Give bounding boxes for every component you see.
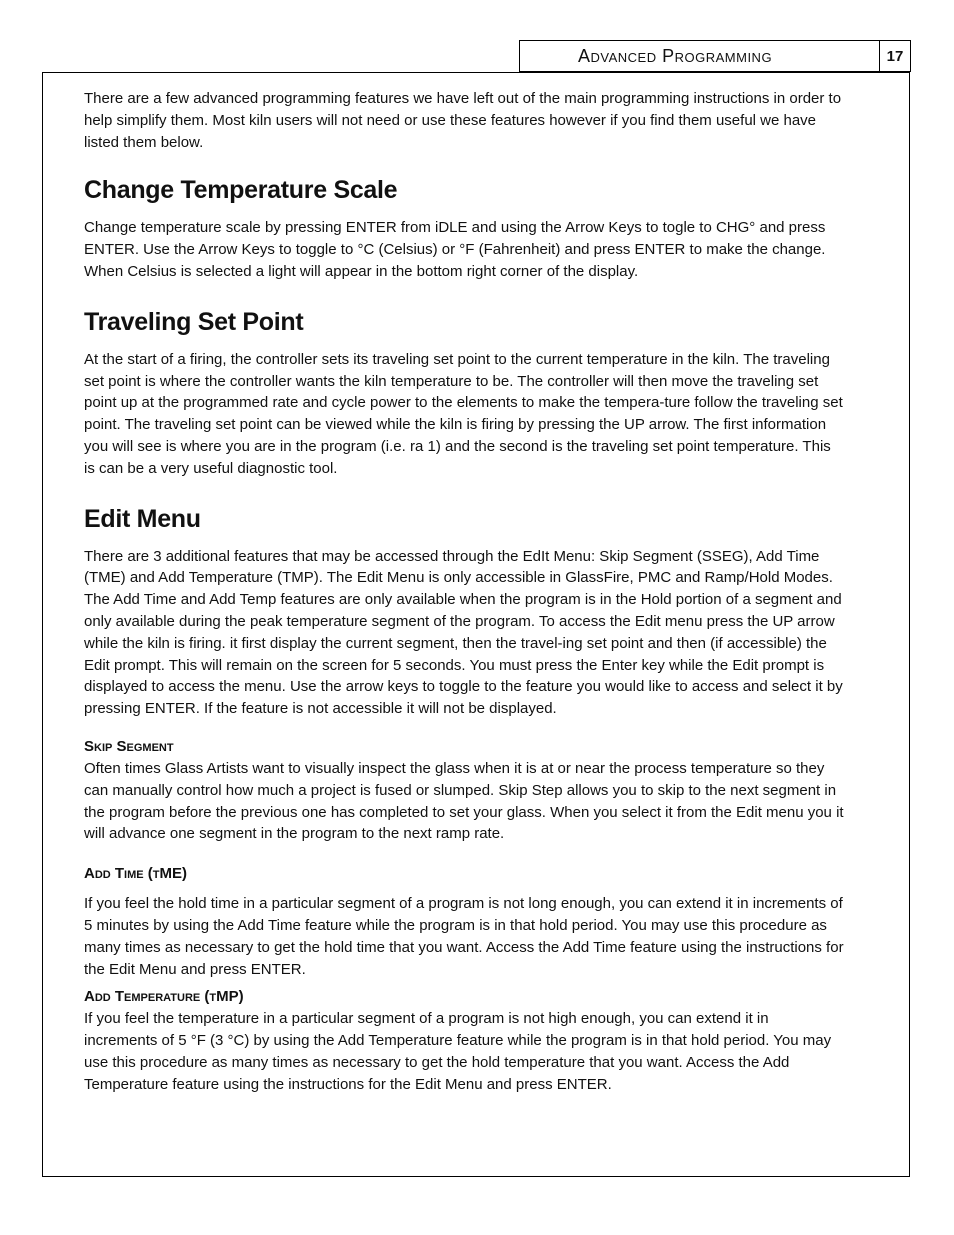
paragraph-add-temperature: If you feel the temperature in a particular segment of a program is not high enough, you can extend it in increments of 5 °F (3 °C) by using the Add Temperature feature while the program is in that hold period. You may use this procedure as many times as necessary to get the hold temperature that you want. Access the Add Temperature feature using the instructions for the Edit Menu and press ENTER. xyxy=(84,1010,832,1093)
subheading-skip-segment: Skip Segment xyxy=(84,737,174,755)
paragraph-traveling-set-point: At the start of a firing, the controller sets its traveling set point to the current temperature in the kiln. The traveling set point is where the controller wants the kiln temperature to be. The controller will then move the traveling set point up at the programmed rate and cycle power to the elements to make the tempera-ture follow the traveling set point. The traveling set point can be viewed while the kiln is firing by pressing the UP arrow. The first information you will see is where you are in the program (i.e. ra 1) and the second is the traveling set point temperature. This is can be a very useful diagnostic tool. xyxy=(84,350,843,477)
page-content xyxy=(84,88,844,1110)
subheading-add-time: Add Time (tME) xyxy=(84,865,187,883)
paragraph-skip-segment: Often times Glass Artists want to visually inspect the glass when it is at or near the process temperature so they can manually control how much a project is fused or slumped. Skip Step allows you to skip to the next segment in the program before the previous one has completed to set your glass. When you select it from the Edit menu you it will advance one segment in the program to the next ramp rate. xyxy=(84,759,844,843)
header-section-title xyxy=(519,40,880,72)
paragraph-add-time: If you feel the hold time in a particular segment of a program is not long enough, you can extend it in increments of 5 minutes by using the Add Time feature while the program is in that hold period. You may use this procedure as many times as necessary to get the hold time that you want. Access the Add Time feature using the instructions for the Edit Menu and press ENTER. xyxy=(84,895,844,978)
heading-change-temperature-scale: Change Temperature Scale xyxy=(84,176,398,205)
section-title-text: Advanced Programming xyxy=(578,46,773,66)
paragraph-edit-menu: There are 3 additional features that may be accessed through the EdIt Menu: Skip Segment (SSEG), Add Time (TME) and Add Temperature (TMP). The Edit Menu is only accessible in GlassFire, PMC and Ramp/Hold Modes. The Add Time and Add Temp features are only available when the program is in the Hold portion of a segment and only available during the peak temperature segment of the program. To access the Edit menu press the UP arrow while the kiln is firing. it first display the current segment, then the travel-ing set point and then (if accessible) the Edit prompt. This will remain on the screen for 5 seconds. You must press the Enter key while the Edit prompt is displayed to access the menu. Use the arrow keys to toggle to the feature you would like to access and select it by pressing ENTER. If the feature is not accessible it will not be displayed. xyxy=(84,547,843,718)
heading-edit-menu: Edit Menu xyxy=(84,504,201,533)
heading-traveling-set-point: Traveling Set Point xyxy=(84,307,304,336)
page-number-box xyxy=(880,40,911,72)
paragraph-change-temperature-scale: Change temperature scale by pressing ENTER from iDLE and using the Arrow Keys to togle to CHG° and press ENTER. Use the Arrow Keys to toggle to °C (Celsius) or °F (Fahrenheit) and press ENTER to make the change. When Celsius is selected a light will appear in the bottom right corner of the display. xyxy=(84,219,826,280)
intro-paragraph: There are a few advanced programming features we have left out of the main programming instructions in order to help simplify them. Most kiln users will not need or use these features however if you find them useful we have listed them below. xyxy=(84,90,842,151)
subheading-add-temperature: Add Temperature (tMP) xyxy=(84,988,244,1006)
page-number: 17 xyxy=(886,47,904,65)
